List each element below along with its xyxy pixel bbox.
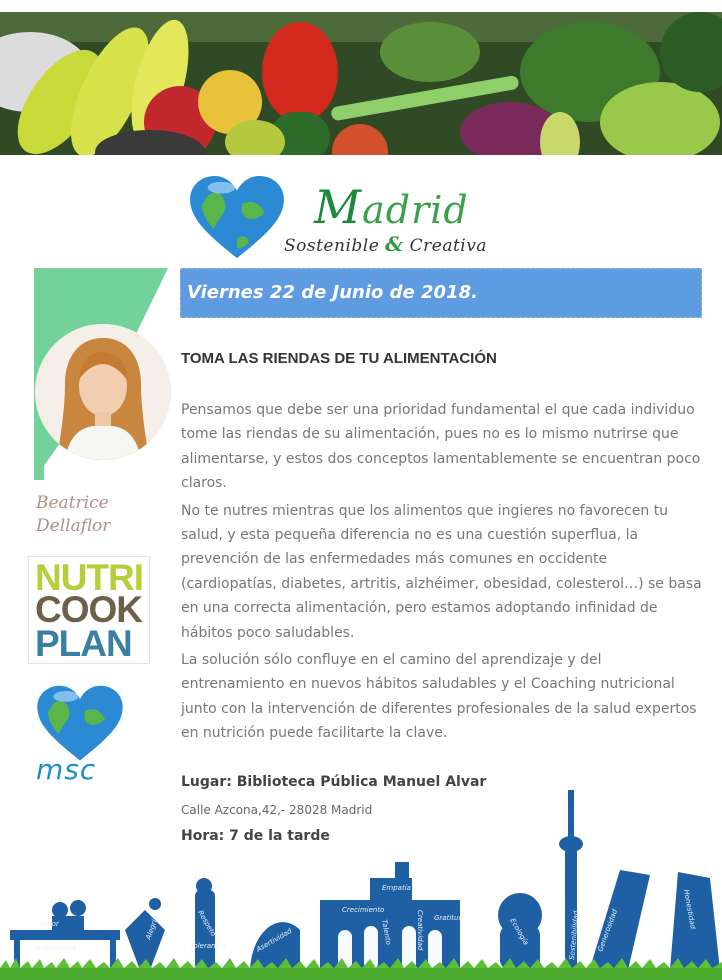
msc-logo-text: msc [36,753,97,786]
paragraph: Pensamos que debe ser una prioridad fundamental el que cada individuo tome las riendas de su alimentación, pues no es lo mismo nutrirse que alimentarse, y estos dos conceptos lamentablemente se encuentran poco claros. [181,402,701,492]
speaker-photo [35,324,171,460]
skyline-word: Sostenibilidad [568,910,581,961]
skyline-word: Honestidad [682,888,697,930]
hero-vegetables-image [0,12,722,155]
skyline-word: Talento [380,918,393,946]
madrid-skyline-illustration [0,780,722,980]
paragraph: No te nutres mientras que los alimentos que ingieres no favorecen tu salud, y esta pequeña diferencia no es una cuestión superflua, la prevención de las enfermedades más comunes en occidente (cardiopatías, diabetes, artritis, alzhéimer, obesidad, colesterol…) se basa en una correcta alimentación, pero estamos adoptando infinidad de hábitos poco saludables. [181,502,702,641]
brand-subtitle: Sostenible & Creativa [284,232,487,256]
event-place: Lugar: Biblioteca Pública Manuel Alvar [181,774,487,790]
skyline-word: Crecimiento [342,906,385,914]
event-address: Calle Azcona,42,- 28028 Madrid [181,803,373,817]
speaker-name: Beatrice Dellaflor [36,493,111,536]
skyline-word: Respeto [196,909,218,938]
skyline-word: Asertividad [255,927,294,954]
skyline-word: Creatividad [416,910,424,951]
nutricookplan-logo: NUTRI COOK PLAN [28,556,150,664]
brand-title: Madrid [314,180,469,234]
msc-earth-heart-icon [34,684,126,764]
earth-heart-icon [186,174,288,262]
paragraph: La solución sólo confluye en el camino del aprendizaje y del entrenamiento en nuevos hábitos saludables y el Coaching nutricional junto con la intervención de diferentes profesionales de la salud expertos en nutrición puede facilitarte la clave. [181,652,697,742]
event-date: Viernes 22 de Junio de 2018. [187,282,478,303]
skyline-word: Ecología [508,917,530,947]
event-time: Hora: 7 de la tarde [181,828,330,844]
event-headline: TOMA LAS RIENDAS DE TU ALIMENTACIÓN [181,350,497,367]
skyline-word: Gratitud [434,914,463,922]
skyline-word: Alegría [144,914,161,941]
skyline-word: Amor [40,920,59,928]
skyline-word: Generosidad [596,908,620,953]
skyline-word: Solidaridad [36,944,76,952]
skyline-word: Tolerancia [190,942,226,950]
skyline-word: Empatía [382,884,411,892]
event-description [181,398,705,749]
event-date-bar [180,268,702,318]
